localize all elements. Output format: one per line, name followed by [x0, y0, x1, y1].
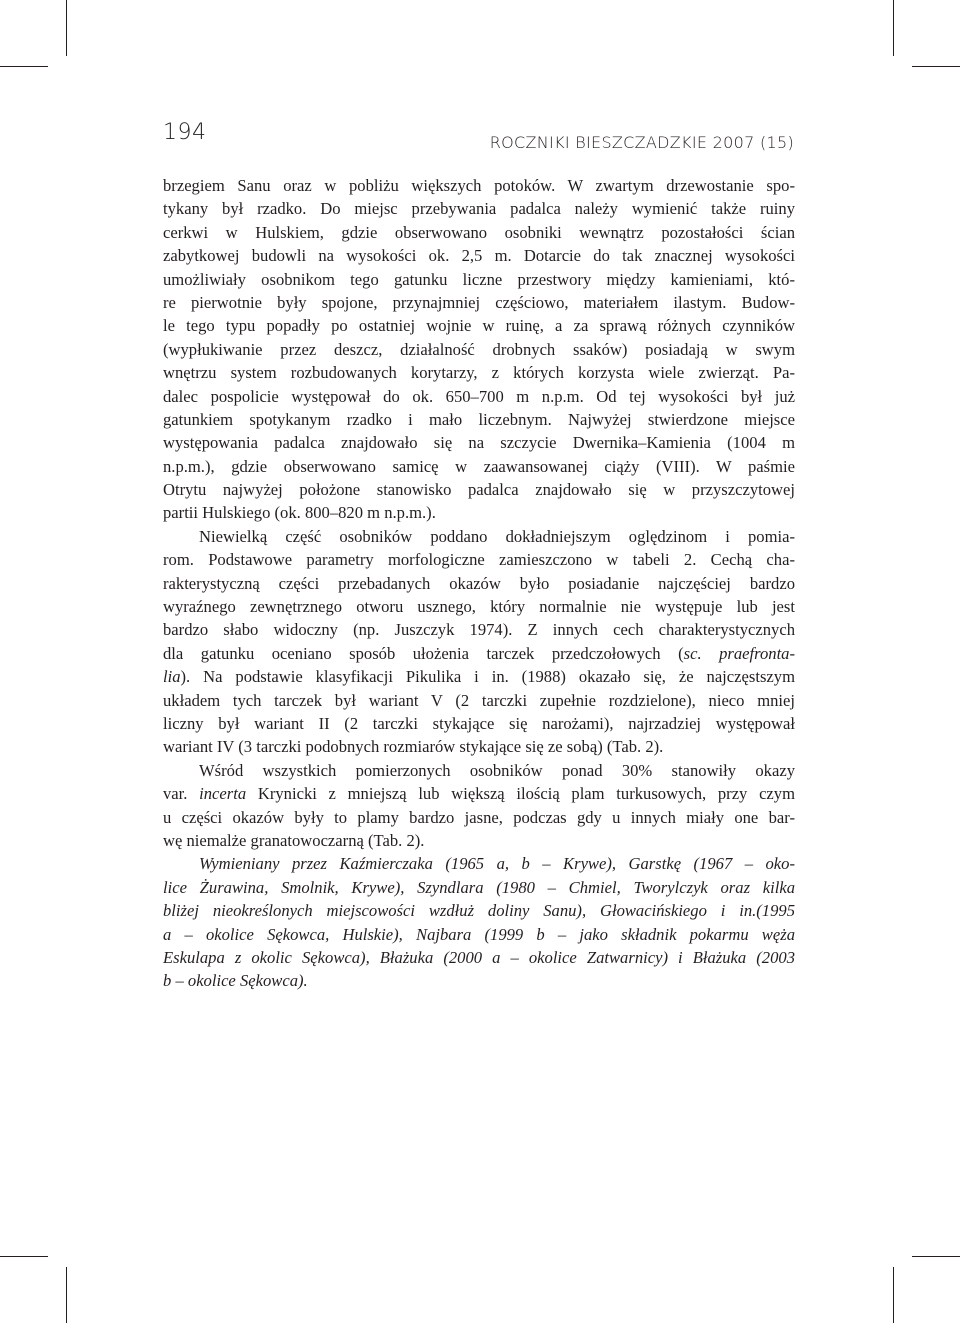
text-line: umożliwiały osobnikom tego gatunku liczne przestwory między kamieniami, któ-: [163, 269, 795, 289]
text-line: a – okolice Sękowca, Hulskie), Najbara (1999 b – jako składnik pokarmu węża: [163, 924, 795, 944]
page-number: 194: [163, 120, 207, 145]
paragraph: [163, 759, 795, 853]
text-line: wnętrzu system rozbudowanych korytarzy, z których korzysta wiele zwierząt. Pa-: [163, 363, 795, 383]
italic-term: lia: [163, 667, 181, 687]
crop-mark: [0, 1256, 48, 1257]
text-line: [163, 665, 795, 688]
text-line: dalec pospolicie występował do ok. 650–700 m n.p.m. Od tej wysokości był już: [163, 386, 795, 406]
crop-mark: [66, 0, 67, 56]
text-run: var.: [163, 784, 200, 804]
text-line: le tego typu popadły po ostatniej wojnie w ruinę, a za sprawą różnych czynników: [163, 316, 795, 336]
text-line: lice Żurawina, Smolnik, Krywe), Szyndlara (1980 – Chmiel, Tworylczyk oraz kilka: [163, 877, 795, 897]
text-run: dla gatunku oceniano sposób ułożenia tarczek przedczołowych (: [163, 643, 684, 663]
text-line: Wśród wszystkich pomierzonych osobników ponad 30% stanowiły okazy: [199, 760, 795, 780]
text-line: re pierwotnie były spojone, przynajmniej częściowo, materiałem ilastym. Budow-: [163, 292, 795, 312]
text-line: bliżej nieokreślonych miejscowości wzdłuż doliny Sanu), Głowacińskiego i in.(1995: [163, 901, 795, 921]
text-line: [163, 642, 795, 665]
paragraph: [163, 852, 795, 992]
text-line: zabytkowej budowli na wysokości ok. 2,5 m. Dotarcie do tak znacznej wysokości: [163, 246, 795, 266]
text-line: brzegiem Sanu oraz w pobliżu większych potoków. W zwartym drzewostanie spo-: [163, 176, 795, 195]
paragraph: [163, 174, 795, 525]
text-line: wę niemalże granatowoczarną (Tab. 2).: [163, 830, 425, 850]
article-body: [163, 174, 795, 993]
text-line: liczny był wariant II (2 tarczki stykające się narożami), najrzadziej występował: [163, 713, 795, 733]
text-line: bardzo słabo widoczny (np. Juszczyk 1974). Z innych cech charakterystycznych: [163, 620, 795, 640]
italic-term: sc. praefronta-: [683, 643, 795, 663]
crop-mark: [0, 66, 48, 67]
text-line: wyraźnego zewnętrznego otworu usznego, który normalnie nie występuje lub jest: [163, 597, 795, 617]
paragraph: [163, 525, 795, 759]
text-line: Eskulapa z okolic Sękowca), Błażuka (2000 a – okolice Zatwarnicy) i Błażuka (2003: [163, 947, 795, 967]
text-line: występowania padalca znajdowało się na szczycie Dwernika–Kamienia (1004 m: [163, 433, 795, 453]
text-line: b – okolice Sękowca).: [163, 971, 308, 991]
text-line: tykany był rzadko. Do miejsc przebywania padalca należy wymienić także ruiny: [163, 199, 795, 219]
text-line: rom. Podstawowe parametry morfologiczne zamieszczono w tabeli 2. Cechą cha-: [163, 550, 795, 570]
text-line: n.p.m.), gdzie obserwowano samicę w zaawansowanej ciąży (VIII). W paśmie: [163, 456, 795, 476]
text-line: Niewielką część osobników poddano dokładniejszym oględzinom i pomia-: [199, 526, 795, 546]
text-line: Otrytu najwyżej położone stanowisko padalca znajdowało się w przyszczytowej: [163, 480, 795, 500]
running-header: ROCZNIKI BIESZCZADZKIE 2007 (15): [489, 133, 794, 152]
text-line: Wymieniany przez Kaźmierczaka (1965 a, b – Krywe), Garstkę (1967 – oko-: [199, 854, 795, 874]
text-run: Krynicki z mniejszą lub większą ilością plam turkusowych, przy czym: [246, 784, 795, 804]
text-line: cerkwi w Hulskiem, gdzie obserwowano osobniki wewnątrz pozostałości ścian: [163, 222, 795, 242]
text-run: ). Na podstawie klasyfikacji Pikulika i in. (1988) okazało się, że najczęstszym: [180, 667, 795, 687]
crop-mark: [66, 1267, 67, 1323]
text-line: rakterystyczną części przebadanych okazów było posiadanie najczęściej bardzo: [163, 573, 795, 593]
crop-mark: [893, 0, 894, 56]
text-line: gatunkiem spotykanym rzadko i mało liczebnym. Najwyżej stwierdzone miejsce: [163, 409, 795, 429]
italic-term: incerta: [199, 784, 247, 804]
text-line: partii Hulskiego (ok. 800–820 m n.p.m.).: [163, 503, 436, 523]
crop-mark: [893, 1267, 894, 1323]
crop-mark: [912, 1256, 960, 1257]
crop-mark: [912, 66, 960, 67]
text-line: układem tych tarczek był wariant V (2 tarczki zupełnie rozdzielone), nieco mniej: [163, 690, 795, 710]
text-line: u części okazów były to plamy bardzo jasne, podczas gdy u innych miały one bar-: [163, 807, 795, 827]
text-line: [163, 782, 795, 805]
text-line: wariant IV (3 tarczki podobnych rozmiarów stykające się ze sobą) (Tab. 2).: [163, 737, 664, 757]
text-line: (wypłukiwanie przez deszcz, działalność drobnych ssaków) posiadają w swym: [163, 339, 795, 359]
